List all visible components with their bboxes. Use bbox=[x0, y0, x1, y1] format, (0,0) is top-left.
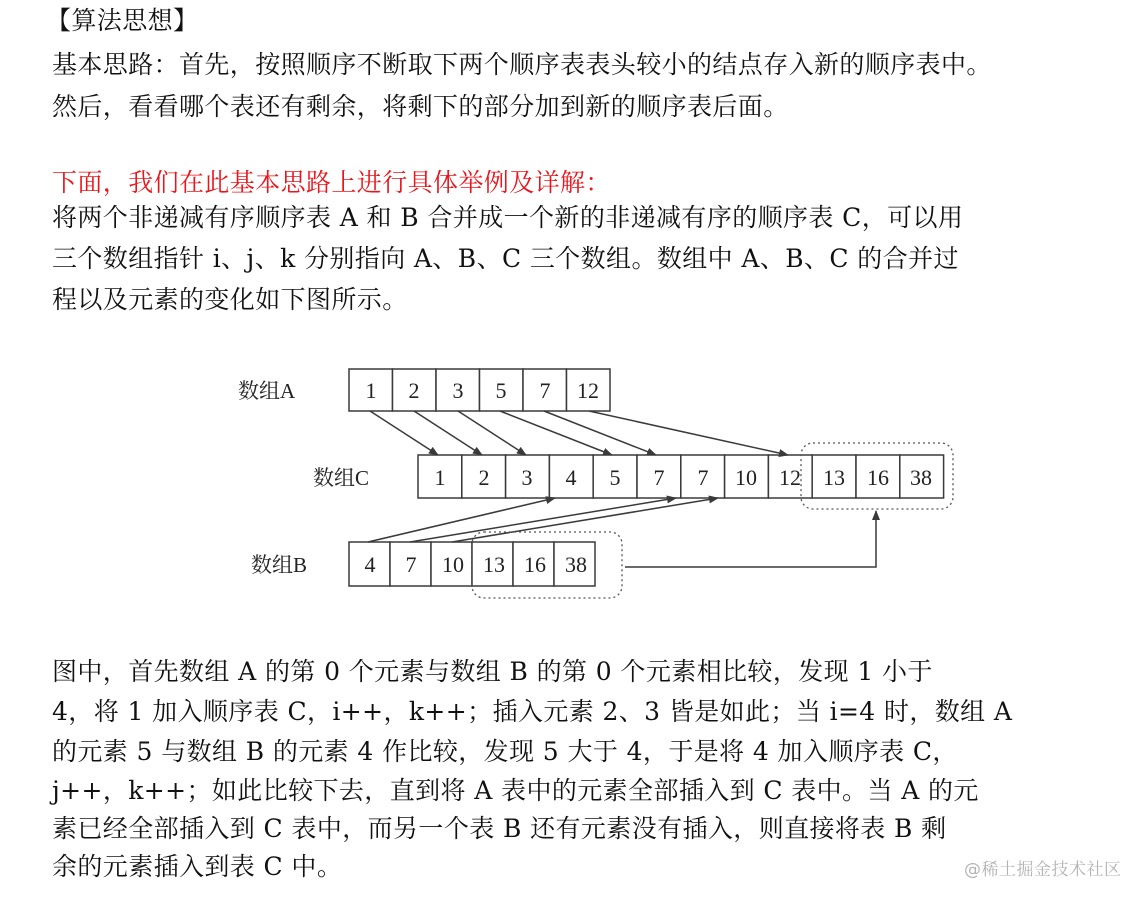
explanation-line-3: 的元素 5 与数组 B 的元素 4 作比较，发现 5 大于 4，于是将 4 加入顺序表 C， bbox=[52, 737, 958, 766]
array-a bbox=[349, 369, 610, 411]
array-a-cell: 1 bbox=[365, 378, 377, 403]
array-c-cell: 10 bbox=[735, 465, 757, 490]
watermark: @稀土掘金技术社区 bbox=[964, 860, 1122, 880]
array-a-cell: 7 bbox=[539, 378, 551, 403]
array-c-cell: 7 bbox=[653, 465, 665, 490]
explanation-line-1: 图中，首先数组 A 的第 0 个元素与数组 B 的第 0 个元素相比较，发现 1 小于 bbox=[52, 657, 933, 686]
array-a-cell: 3 bbox=[452, 378, 464, 403]
array-b-cell: 4 bbox=[364, 552, 376, 577]
array-a-cell: 12 bbox=[577, 378, 599, 403]
array-c-cell: 4 bbox=[565, 465, 577, 490]
example-intro-line-2: 三个数组指针 i、j、k 分别指向 A、B、C 三个数组。数组中 A、B、C 的合并过 bbox=[52, 244, 959, 273]
array-c bbox=[418, 455, 944, 498]
array-b-cell: 10 bbox=[442, 552, 464, 577]
section-heading: 【算法思想】 bbox=[46, 6, 199, 35]
array-b-cell: 16 bbox=[524, 552, 546, 577]
example-intro-red-line: 下面，我们在此基本思路上进行具体举例及详解： bbox=[52, 168, 611, 197]
array-a-label: 数组A bbox=[238, 379, 296, 403]
array-b-cell: 7 bbox=[405, 552, 417, 577]
array-c-cell: 5 bbox=[609, 465, 621, 490]
example-intro-line-3: 程以及元素的变化如下图所示。 bbox=[52, 285, 408, 314]
explanation-line-2: 4，将 1 加入顺序表 C，i++，k++；插入元素 2、3 皆是如此；当 i=4 时，数组 A bbox=[52, 697, 1013, 726]
array-c-cell: 12 bbox=[779, 465, 801, 490]
explanation-line-4: j++，k++；如此比较下去，直到将 A 表中的元素全部插入到 C 表中。当 A 的元 bbox=[52, 776, 979, 805]
array-c-label: 数组C bbox=[313, 466, 370, 490]
array-a-cell: 5 bbox=[495, 378, 507, 403]
arrows-b-to-c bbox=[368, 498, 718, 542]
explanation-line-5: 素已经全部插入到 C 表中，而另一个表 B 还有元素没有插入，则直接将表 B 剩 bbox=[52, 814, 947, 843]
basic-idea-line-2: 然后，看看哪个表还有剩余，将剩下的部分加到新的顺序表后面。 bbox=[52, 92, 789, 121]
array-c-cell: 7 bbox=[697, 465, 709, 490]
array-c-cell: 38 bbox=[910, 465, 932, 490]
array-b-cell: 38 bbox=[565, 552, 587, 577]
array-c-cell: 13 bbox=[823, 465, 845, 490]
array-b-cell: 13 bbox=[483, 552, 505, 577]
array-b-label: 数组B bbox=[251, 553, 308, 577]
basic-idea-line-1: 基本思路：首先，按照顺序不断取下两个顺序表表头较小的结点存入新的顺序表中。 bbox=[52, 50, 992, 79]
array-c-cell: 1 bbox=[434, 465, 446, 490]
array-c-cell: 2 bbox=[478, 465, 490, 490]
array-c-cell: 16 bbox=[867, 465, 889, 490]
array-c-cell: 3 bbox=[521, 465, 533, 490]
remaining-b-to-c-arrow bbox=[625, 511, 876, 567]
explanation-line-6: 余的元素插入到表 C 中。 bbox=[52, 852, 343, 881]
array-a-cell: 2 bbox=[408, 378, 420, 403]
example-intro-line-1: 将两个非递减有序顺序表 A 和 B 合并成一个新的非递减有序的顺序表 C，可以用 bbox=[52, 203, 964, 232]
arrows-a-to-c bbox=[370, 411, 788, 455]
